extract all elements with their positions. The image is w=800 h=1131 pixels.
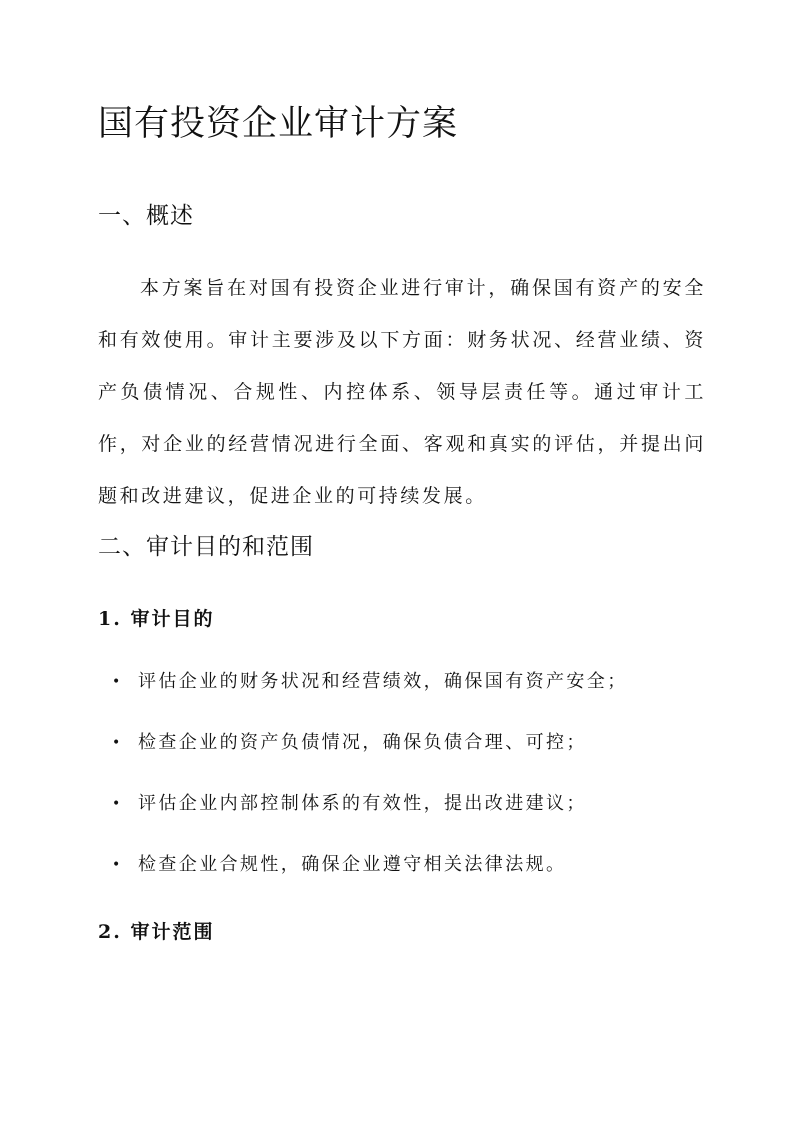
list-item: [112, 786, 628, 847]
subheading-audit-purpose: 1. 审计目的: [98, 608, 215, 630]
section-heading-purpose-scope: 二、审计目的和范围: [98, 534, 314, 560]
bullet-icon: •: [112, 857, 123, 873]
bullet-icon: •: [112, 674, 123, 690]
list-item-text: 评估企业内部控制体系的有效性，提出改进建议；: [138, 793, 587, 814]
audit-purpose-list: [112, 664, 628, 908]
list-item: [112, 664, 628, 725]
list-item-text: 检查企业合规性，确保企业遵守相关法律法规。: [138, 854, 567, 875]
list-item-text: 检查企业的资产负债情况，确保负债合理、可控；: [138, 732, 587, 753]
list-item-text: 评估企业的财务状况和经营绩效，确保国有资产安全；: [138, 671, 628, 692]
bullet-icon: •: [112, 735, 123, 751]
list-item: [112, 725, 628, 786]
overview-paragraph: 本方案旨在对国有投资企业进行审计，确保国有资产的安全和有效使用。审计主要涉及以下方面：财务状况、经营业绩、资产负债情况、合规性、内控体系、领导层责任等。通过审计工作，对企业的经营情况进行全面、客观和真实的评估，并提出问题和改进建议，促进企业的可持续发展。: [98, 277, 706, 507]
list-item: [112, 847, 628, 908]
bullet-icon: •: [112, 796, 123, 812]
document-title: 国有投资企业审计方案: [98, 104, 459, 144]
subheading-audit-scope: 2. 审计范围: [98, 921, 215, 943]
section-heading-overview: 一、概述: [98, 203, 194, 229]
